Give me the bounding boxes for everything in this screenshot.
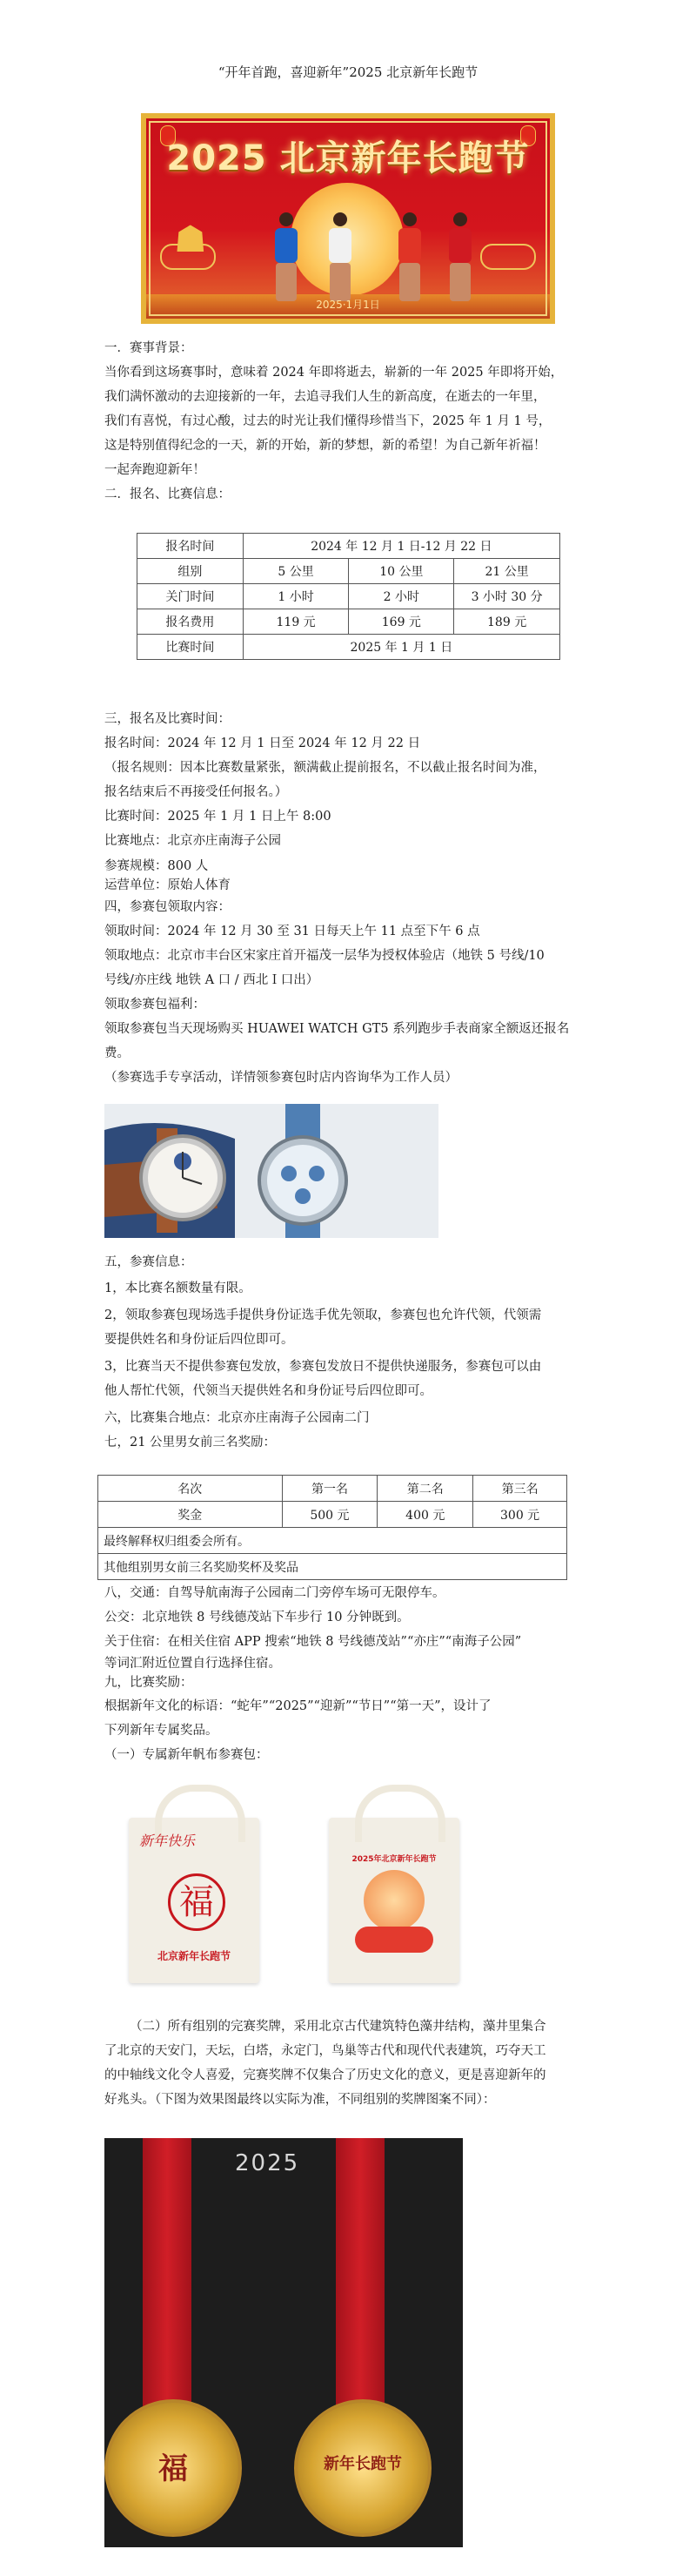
paragraph-line: 报名结束后不再接受任何报名。） bbox=[104, 785, 288, 799]
paragraph-line: （参赛选手专享活动，详情领参赛包时店内咨询华为工作人员） bbox=[104, 1071, 458, 1085]
table-row bbox=[98, 1476, 567, 1502]
section-heading: 五，参赛信息： bbox=[104, 1255, 193, 1269]
paragraph-line: 等词汇附近位置自行选择住宿。 bbox=[104, 1657, 281, 1671]
table-cell: 2024 年 12 月 1 日-12 月 22 日 bbox=[243, 534, 559, 559]
table-cell: 第二名 bbox=[378, 1476, 473, 1502]
table-cell: 组别 bbox=[137, 559, 244, 584]
paragraph-line: 关于住宿：在相关住宿 APP 搜索“地铁 8 号线德茂站”“亦庄”“南海子公园” bbox=[104, 1635, 522, 1649]
section-transport-rewards bbox=[104, 1581, 592, 1767]
table-cell: 第三名 bbox=[473, 1476, 567, 1502]
prize-table bbox=[97, 1475, 567, 1580]
section-heading: 四，参赛包领取内容： bbox=[104, 900, 231, 914]
table-cell: 21 公里 bbox=[454, 559, 560, 584]
paragraph-line: 了北京的天安门，天坛，白塔，永定门，鸟巢等古代和现代代表建筑，巧夺天工 bbox=[104, 2044, 546, 2058]
event-banner-image bbox=[141, 113, 555, 324]
medal-left bbox=[104, 2399, 242, 2537]
banner-date: 2025·1月1日 bbox=[316, 299, 380, 311]
paragraph-line: 九，比赛奖励： bbox=[104, 1676, 193, 1690]
table-cell: 189 元 bbox=[454, 609, 560, 635]
paragraph-line: 比赛时间：2025 年 1 月 1 日上午 8:00 bbox=[104, 810, 331, 824]
paragraph-line: 3，比赛当天不提供参赛包发放，参赛包发放日不提供快递服务，参赛包可以由 bbox=[104, 1360, 542, 1374]
table-cell: 关门时间 bbox=[137, 584, 244, 609]
registration-table bbox=[137, 533, 560, 660]
section-participant-info bbox=[104, 1250, 592, 1455]
table-row bbox=[98, 1502, 567, 1528]
medal-text: 新年长跑节 bbox=[324, 2455, 402, 2473]
paragraph-line: （一）专属新年帆布参赛包： bbox=[104, 1748, 269, 1762]
finisher-medals-photo bbox=[104, 2138, 463, 2547]
table-cell: 3 小时 30 分 bbox=[454, 584, 560, 609]
paragraph-line: 当你看到这场赛事时，意味着 2024 年即将逝去，崭新的一年 2025 年即将开始， bbox=[104, 366, 564, 380]
paragraph-line: 我们有喜悦，有过心酸，过去的时光让我们懂得珍惜当下，2025 年 1 月 1 号， bbox=[104, 414, 552, 428]
paragraph-line: 2，领取参赛包现场选手提供身份证选手优先领取，参赛包也允许代领，代领需 bbox=[104, 1308, 542, 1322]
section-heading: 二．报名、比赛信息： bbox=[104, 488, 231, 501]
section-heading: 七，21 公里男女前三名奖励： bbox=[104, 1436, 277, 1449]
paragraph-line: 他人帮忙代领，代领当天提供姓名和身份证号后四位即可。 bbox=[104, 1384, 432, 1398]
table-row bbox=[98, 1528, 567, 1554]
paragraph-line: 我们满怀激动的去迎接新的一年，去追寻我们人生的新高度，在逝去的一年里， bbox=[104, 390, 546, 404]
paragraph-line: 好兆头。（下图为效果图最终以实际为准，不同组别的奖牌图案不同）： bbox=[104, 2093, 496, 2107]
paragraph-line: 领取时间：2024 年 12 月 30 至 31 日每天上午 11 点至下午 6 点 bbox=[104, 925, 480, 938]
paragraph-line: 报名时间：2024 年 12 月 1 日至 2024 年 12 月 22 日 bbox=[104, 736, 421, 750]
watch-illustration bbox=[104, 1104, 438, 1238]
table-cell: 报名时间 bbox=[137, 534, 244, 559]
document-title: “开年首跑，喜迎新年”2025 北京新年长跑节 bbox=[218, 64, 478, 80]
table-cell: 奖金 bbox=[98, 1502, 283, 1528]
mascot-base bbox=[355, 1927, 433, 1953]
table-cell: 500 元 bbox=[282, 1502, 378, 1528]
table-row bbox=[137, 559, 560, 584]
watch-product-photo bbox=[104, 1104, 438, 1238]
medal-ribbon bbox=[336, 2138, 385, 2425]
table-cell: 10 公里 bbox=[349, 559, 454, 584]
paragraph-line: 一起奔跑迎新年！ bbox=[104, 463, 205, 477]
table-cell: 2 小时 bbox=[349, 584, 454, 609]
paragraph-line: 领取参赛包福利： bbox=[104, 998, 205, 1012]
table-row bbox=[137, 534, 560, 559]
table-cell: 2025 年 1 月 1 日 bbox=[243, 635, 559, 660]
paragraph-line: 公交：北京地铁 8 号线德茂站下车步行 10 分钟既到。 bbox=[104, 1611, 410, 1624]
snake-mascot-icon bbox=[364, 1870, 425, 1931]
paragraph-line: 比赛地点：北京亦庄南海子公园 bbox=[104, 834, 281, 848]
table-cell: 名次 bbox=[98, 1476, 283, 1502]
section-heading: 一．赛事背景： bbox=[104, 341, 193, 355]
paragraph-line: 参赛规模：800 人 bbox=[104, 859, 209, 873]
bag-title: 2025年北京新年长跑节 bbox=[351, 1855, 437, 1864]
section-background bbox=[104, 336, 592, 507]
paragraph-line: 领取参赛包当天现场购买 HUAWEI WATCH GT5 系列跑步手表商家全额返还报名费。 bbox=[104, 1022, 570, 1060]
paragraph-line: 要提供姓名和身份证后四位即可。 bbox=[104, 1333, 294, 1347]
table-row bbox=[98, 1554, 567, 1580]
ribbon-year-text: 2025 bbox=[235, 2150, 300, 2176]
table-cell: 169 元 bbox=[349, 609, 454, 635]
table-row bbox=[137, 635, 560, 660]
paragraph-line: 的中轴线文化令人喜爱，完赛奖牌不仅集合了历史文化的意义，更是喜迎新年的 bbox=[104, 2068, 546, 2082]
paragraph-line: 运营单位：原始人体育 bbox=[104, 878, 231, 892]
paragraph-line: 领取地点：北京市丰台区宋家庄首开福茂一层华为授权体验店（地铁 5 号线/10 bbox=[104, 949, 545, 963]
paragraph-line: 下列新年专属奖品。 bbox=[104, 1724, 218, 1738]
table-cell: 5 公里 bbox=[243, 559, 349, 584]
tote-bag-fu bbox=[129, 1818, 259, 1983]
table-cell: 报名费用 bbox=[137, 609, 244, 635]
paragraph-line: 这是特别值得纪念的一天，新的开始，新的梦想，新的希望！为自己新年祈福！ bbox=[104, 439, 546, 453]
table-row bbox=[137, 609, 560, 635]
section-schedule bbox=[104, 707, 592, 1090]
table-cell: 比赛时间 bbox=[137, 635, 244, 660]
paragraph-line: （二）所有组别的完赛奖牌，采用北京古代建筑特色藻井结构，藻井里集合 bbox=[130, 2020, 546, 2034]
table-cell: 1 小时 bbox=[243, 584, 349, 609]
medal-text: 福 bbox=[158, 2452, 188, 2486]
table-cell: 119 元 bbox=[243, 609, 349, 635]
section-heading: 三，报名及比赛时间： bbox=[104, 712, 231, 726]
paragraph-line: 根据新年文化的标语：“蛇年”“2025”“迎新”“节日”“第一天”，设计了 bbox=[104, 1699, 492, 1713]
paragraph-line: 号线/亦庄线 地铁 A 口 / 西北Ｉ口出） bbox=[104, 973, 319, 987]
paragraph-line: 八，交通：自驾导航南海子公园南二门旁停车场可无限停车。 bbox=[104, 1586, 445, 1600]
bag-fu-character: 福 bbox=[168, 1873, 225, 1931]
banner-title: 2025 北京新年长跑节 bbox=[166, 138, 530, 178]
bag-handle bbox=[355, 1785, 445, 1842]
bag-caption: 北京新年长跑节 bbox=[157, 1950, 231, 1962]
paragraph-line: 1，本比赛名额数量有限。 bbox=[104, 1281, 251, 1295]
table-cell: 400 元 bbox=[378, 1502, 473, 1528]
table-cell: 最终解释权归组委会所有。 bbox=[98, 1528, 567, 1554]
paragraph-line: （报名规则：因本比赛数量紧张，额满截止提前报名，不以截止报名时间为准， bbox=[104, 761, 546, 775]
table-cell: 其他组别男女前三名奖励奖杯及奖品 bbox=[98, 1554, 567, 1580]
section-medals bbox=[104, 2014, 592, 2112]
table-row bbox=[137, 584, 560, 609]
medal-right bbox=[294, 2399, 432, 2537]
tote-bag-snake bbox=[329, 1818, 459, 1983]
seal-ornament: ☗ bbox=[174, 218, 207, 260]
table-cell: 300 元 bbox=[473, 1502, 567, 1528]
table-cell: 第一名 bbox=[282, 1476, 378, 1502]
tote-bags-photo bbox=[103, 1783, 494, 2016]
section-heading: 六，比赛集合地点：北京亦庄南海子公园南二门 bbox=[104, 1411, 370, 1425]
bag-brand-text: 新年快乐 bbox=[139, 1833, 196, 1849]
medal-ribbon bbox=[143, 2138, 191, 2425]
